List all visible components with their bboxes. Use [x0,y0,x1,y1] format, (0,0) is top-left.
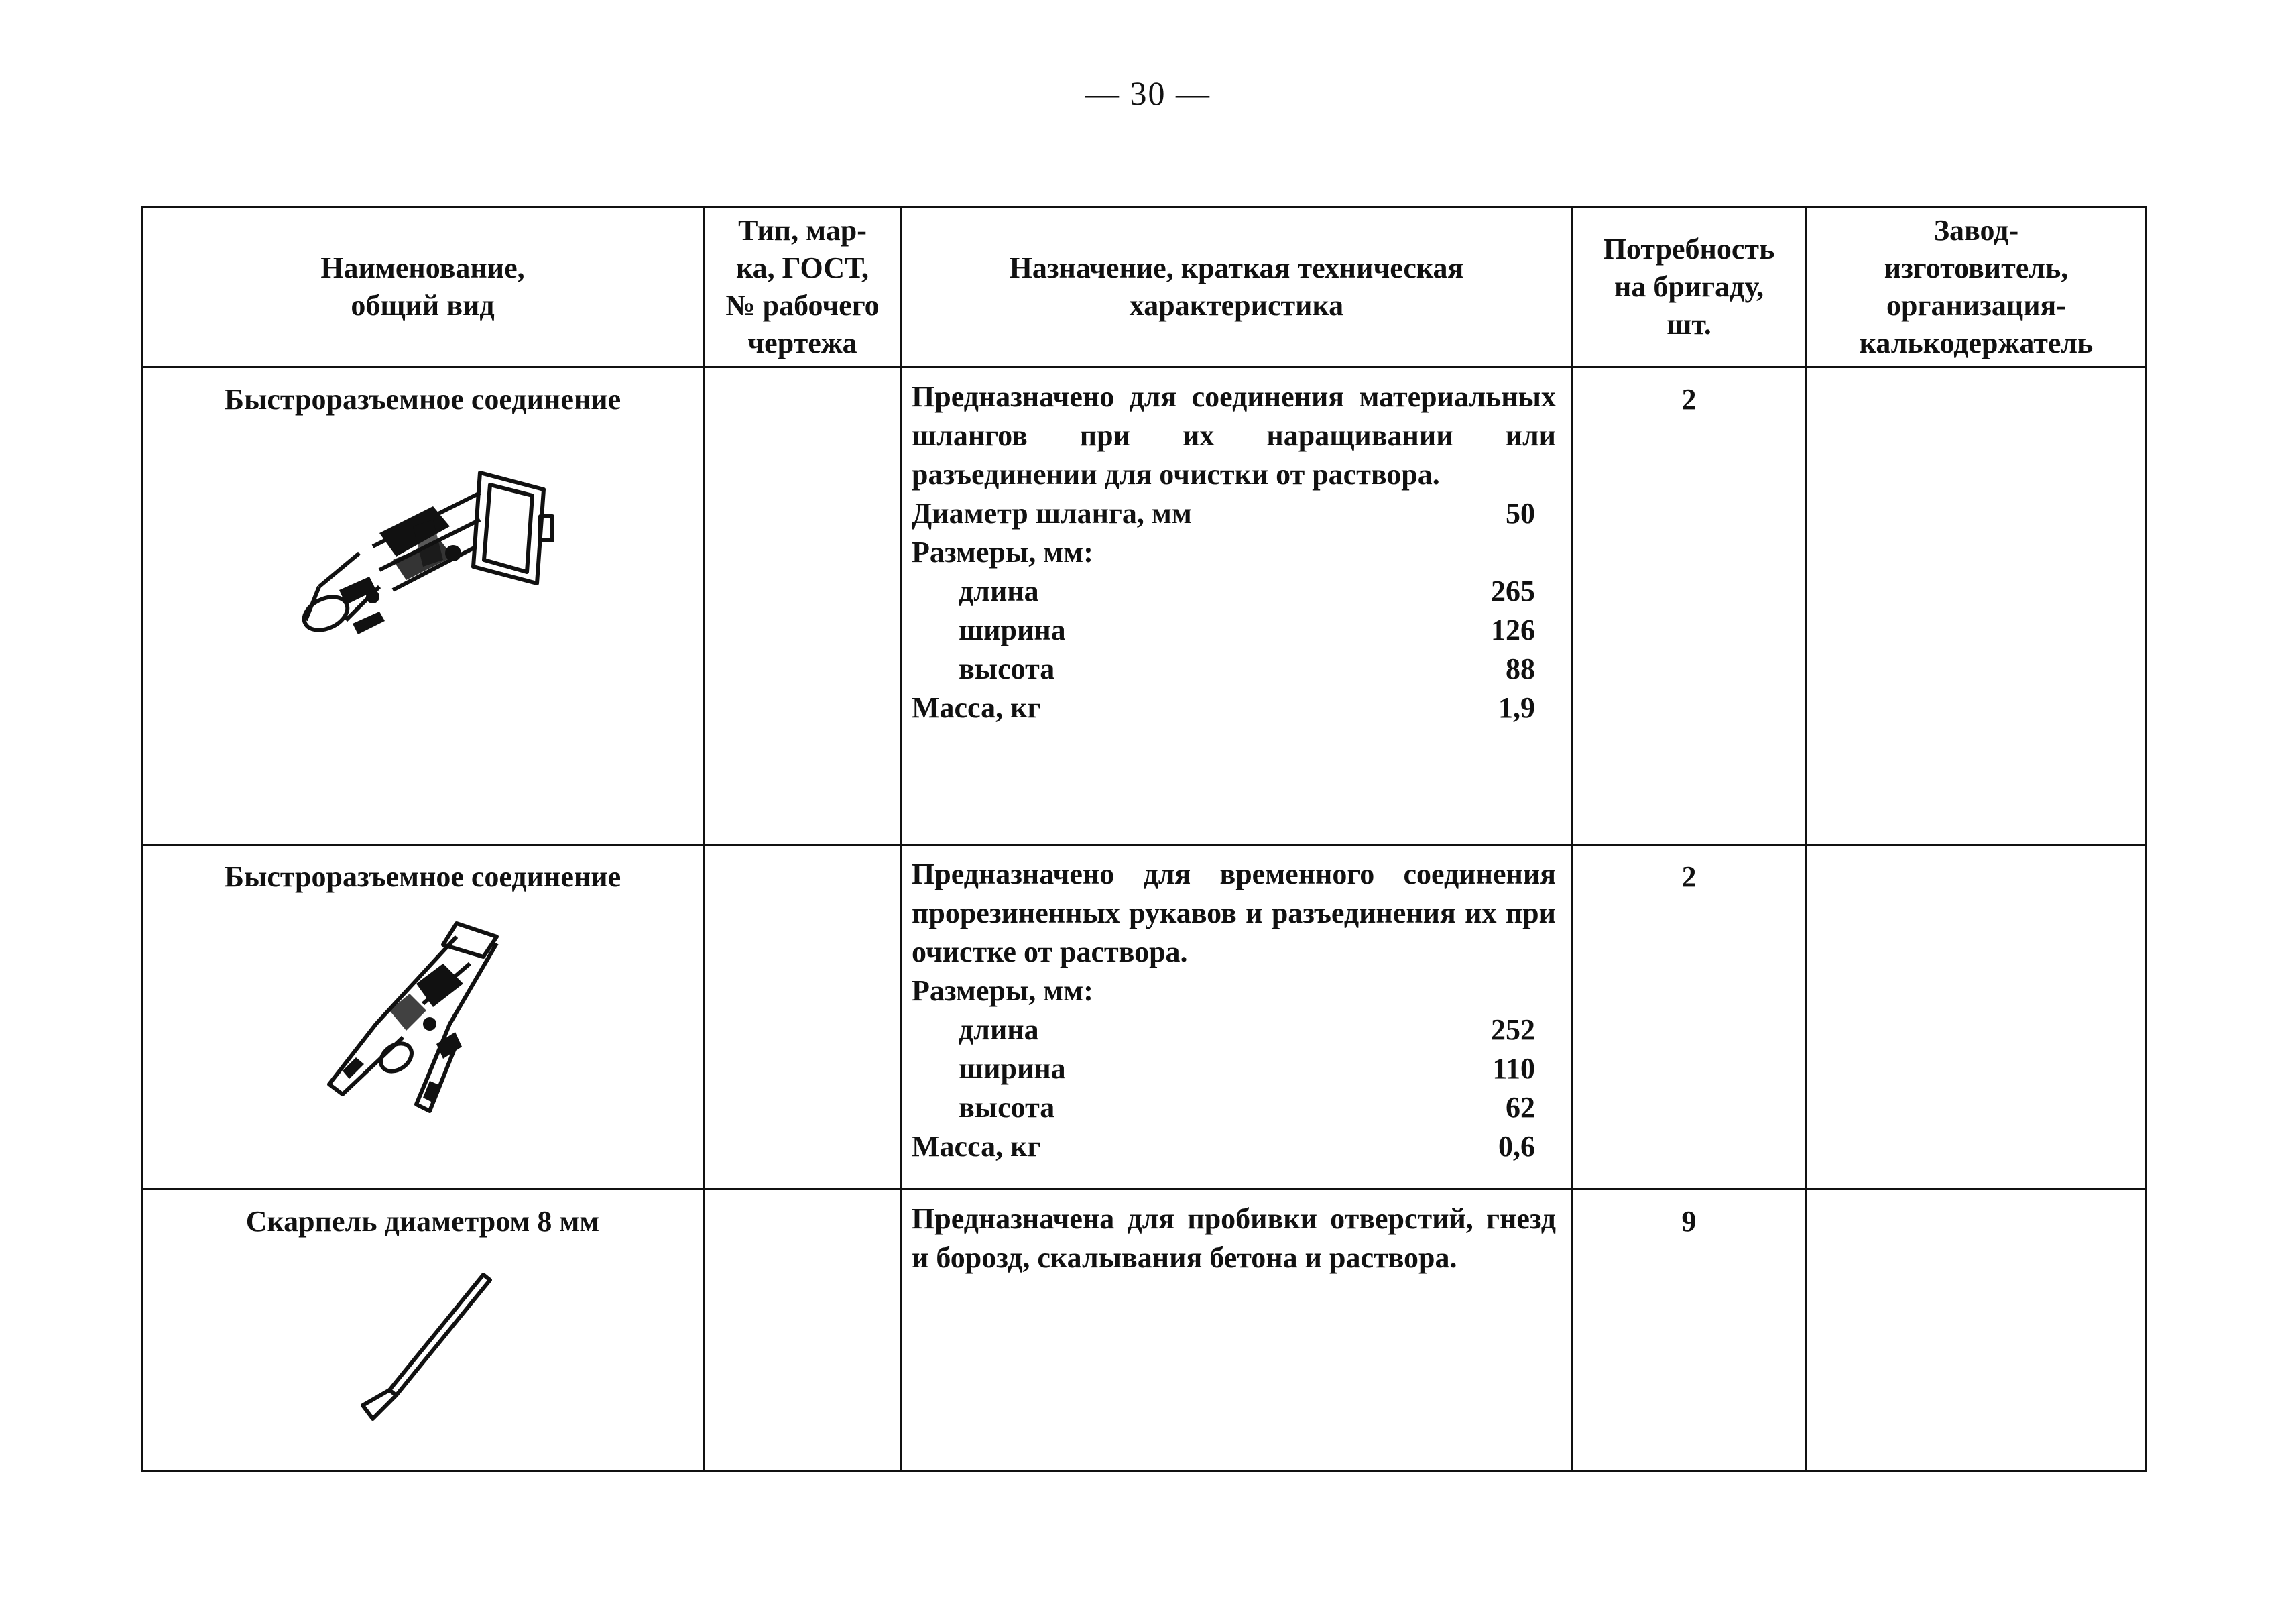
type-cell [704,1190,902,1471]
manufacturer-cell [1807,1190,2147,1471]
spec-line [912,611,1535,650]
spec-line [912,1049,1535,1088]
header-type: Тип, мар- ка, ГОСТ, № рабочего чертежа [704,207,902,367]
name-cell [142,1190,704,1471]
table-row [142,1190,2147,1471]
header-manufacturer: Завод- изготовитель, организация- калькодержатель [1807,207,2147,367]
description-cell [902,1190,1572,1471]
type-cell [704,367,902,845]
spec-line [912,533,1535,572]
spec-label: длина [959,1013,1039,1046]
spec-label: ширина [959,614,1066,646]
spec-line [912,689,1535,728]
header-description: Назначение, краткая техническая характеристика [902,207,1572,367]
item-description: Предназначена для пробивки отверстий, гнезд и борозд, скалывания бетона и раствора. [912,1202,1556,1274]
spec-line [912,1088,1535,1127]
spec-list [912,494,1556,728]
item-name: Быстроразъемное соединение [224,383,621,416]
spec-label: Масса, кг [912,691,1041,724]
chisel-drawing-icon [154,1261,692,1446]
spec-value: 265 [1491,575,1535,607]
quantity-cell: 2 [1572,845,1807,1190]
name-cell [142,845,704,1190]
spec-label: высота [959,652,1055,685]
spec-line [912,572,1535,611]
table-row [142,845,2147,1190]
type-cell [704,845,902,1190]
manufacturer-cell [1807,845,2147,1190]
hose-coupling-drawing-icon [154,910,692,1141]
page-number: — 30 — [1085,74,1211,112]
spec-line [912,650,1535,689]
header-name: Наименование, общий вид [142,207,704,367]
spec-value: 1,9 [1498,691,1535,724]
item-description: Предназначено для временного соединения прорезиненных рукавов и разъединения их при очистке от раствора. [912,858,1556,968]
header-quantity: Потребность на бригаду, шт. [1572,207,1807,367]
equipment-table [141,206,2147,1472]
manufacturer-cell [1807,367,2147,845]
spec-label: Размеры, мм: [912,974,1093,1007]
spec-line [912,972,1535,1010]
spec-value: 0,6 [1498,1130,1535,1163]
spec-label: Диаметр шланга, мм [912,497,1192,530]
spec-label: Масса, кг [912,1130,1041,1163]
spec-line [912,494,1535,533]
spec-line [912,1010,1535,1049]
spec-label: Размеры, мм: [912,536,1093,569]
spec-list [912,972,1556,1166]
spec-label: ширина [959,1052,1066,1085]
table-row [142,367,2147,845]
name-cell [142,367,704,845]
spec-value: 88 [1506,652,1535,685]
item-description: Предназначено для соединения материальных шлангов при их наращивании или разъединении для очистки от раствора. [912,380,1556,491]
spec-value: 126 [1491,614,1535,646]
spec-label: высота [959,1091,1055,1124]
spec-value: 50 [1506,497,1535,530]
spec-label: длина [959,575,1039,607]
quantity-cell: 2 [1572,367,1807,845]
spec-line [912,1127,1535,1166]
spec-value: 62 [1506,1091,1535,1124]
spec-value: 110 [1492,1052,1535,1085]
table-header-row [142,207,2147,367]
quantity-cell: 9 [1572,1190,1807,1471]
item-name: Быстроразъемное соединение [224,860,621,893]
spec-value: 252 [1491,1013,1535,1046]
item-name: Скарпель диаметром 8 мм [245,1205,600,1238]
quick-coupling-drawing-icon [154,453,692,664]
description-cell [902,845,1572,1190]
description-cell [902,367,1572,845]
